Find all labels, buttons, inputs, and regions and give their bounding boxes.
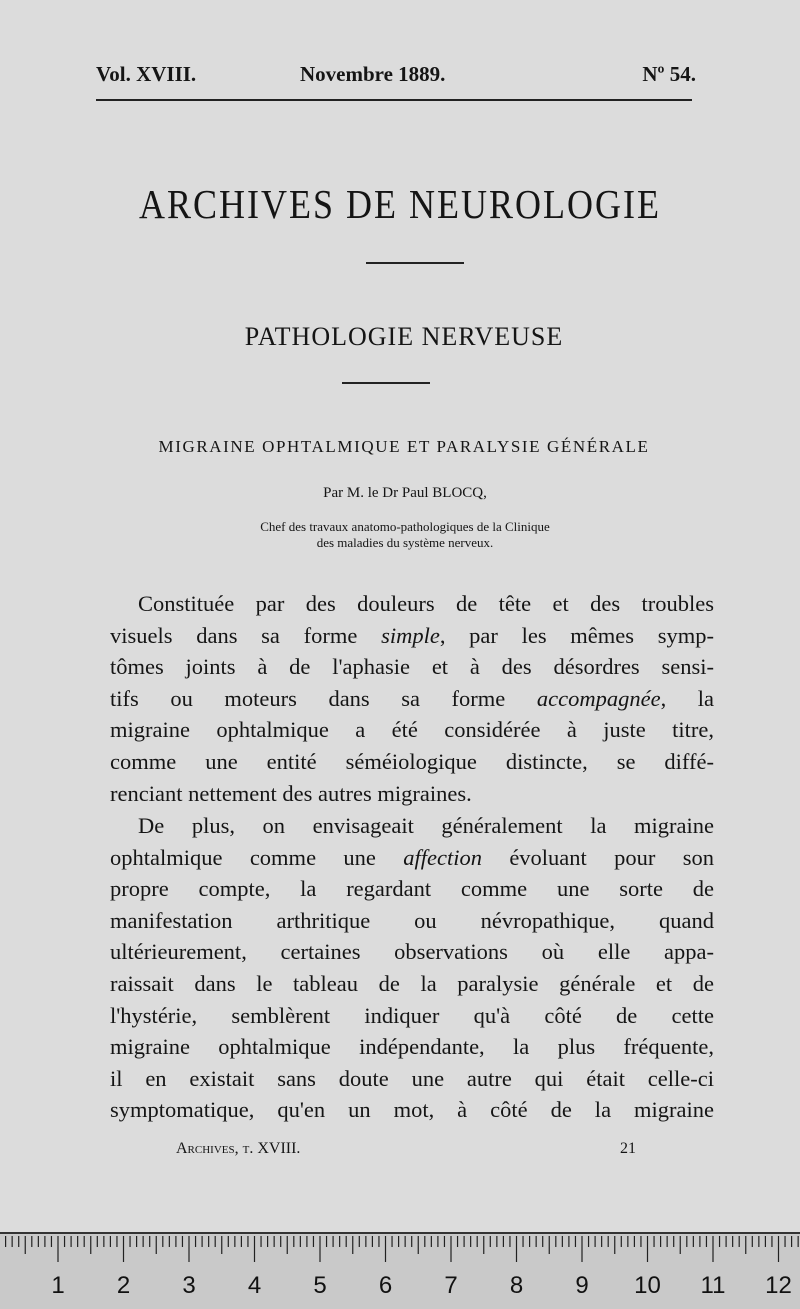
paragraph-2-line: propre compte, la regardant comme une sorte de bbox=[110, 876, 714, 902]
section-divider bbox=[342, 382, 430, 384]
article-title: MIGRAINE OPHTALMIQUE ET PARALYSIE GÉNÉRALE bbox=[158, 437, 650, 456]
paragraph-1 bbox=[110, 588, 714, 809]
header-rule bbox=[96, 99, 692, 101]
header-volume: Vol. XVIII. bbox=[96, 62, 197, 86]
paragraph-1-line: tifs ou moteurs dans sa forme accompagnée, la bbox=[110, 685, 714, 711]
paragraph-2-line: l'hystérie, semblèrent indiquer qu'à côté de cette bbox=[110, 1002, 714, 1028]
ruler-number: 1 bbox=[51, 1272, 65, 1299]
ruler-number: 12 bbox=[765, 1272, 792, 1299]
page-number: 21 bbox=[620, 1140, 636, 1157]
paragraph-2-line: raissait dans le tableau de la paralysie générale et de bbox=[110, 970, 714, 996]
ruler-number: 11 bbox=[700, 1272, 726, 1299]
article-byline: Par M. le Dr Paul BLOCQ, bbox=[323, 485, 487, 501]
ruler-number: 7 bbox=[444, 1272, 458, 1299]
paragraph-2-line: De plus, on envisageait généralement la migraine bbox=[138, 813, 714, 838]
ruler-ticks bbox=[0, 1234, 800, 1274]
ruler-number: 2 bbox=[116, 1272, 131, 1299]
paragraph-2-line: symptomatique, qu'en un mot, à côté de la migraine bbox=[110, 1097, 714, 1123]
author-affiliation-line-1: Chef des travaux anatomo-pathologiques de la Clinique bbox=[260, 519, 550, 534]
measuring-ruler bbox=[0, 1232, 800, 1309]
journal-title: ARCHIVES DE NEUROLOGIE bbox=[139, 181, 661, 228]
paragraph-1-line: Constituée par des douleurs de tête et des troubles bbox=[138, 591, 714, 616]
paragraph-2-line: il en existait sans doute une autre qui était celle-ci bbox=[110, 1065, 714, 1091]
paragraph-2-line: ophtalmique comme une affection évoluant pour son bbox=[110, 844, 714, 870]
footer-signature: Archives, t. XVIII. bbox=[176, 1140, 301, 1157]
paragraph-1-line: tômes joints à de l'aphasie et à des désordres sensi- bbox=[110, 654, 714, 680]
ruler-number: 9 bbox=[575, 1272, 589, 1299]
paragraph-1-line: visuels dans sa forme simple, par les mêmes symp- bbox=[110, 622, 714, 648]
paragraph-1-line: comme une entité séméiologique distincte, se diffé- bbox=[110, 748, 714, 774]
ruler-number: 3 bbox=[182, 1272, 196, 1299]
author-affiliation-line-2: des maladies du système nerveux. bbox=[316, 535, 494, 550]
paragraph-2 bbox=[110, 810, 714, 1126]
header-issue-number: Nº 54. bbox=[642, 62, 696, 86]
title-divider bbox=[366, 262, 464, 264]
paragraph-2-line: ultérieurement, certaines observations où elle appa- bbox=[110, 939, 714, 965]
section-title: PATHOLOGIE NERVEUSE bbox=[244, 322, 564, 351]
paragraph-2-line: manifestation arthritique ou névropathique, quand bbox=[110, 907, 714, 933]
ruler-number: 5 bbox=[313, 1272, 327, 1299]
ruler-number: 10 bbox=[634, 1272, 661, 1299]
paragraph-1-line: renciant nettement des autres migraines. bbox=[110, 780, 472, 806]
page-footer bbox=[176, 1140, 636, 1162]
ruler-number: 8 bbox=[509, 1272, 524, 1299]
paragraph-2-line: migraine ophtalmique indépendante, la plus fréquente, bbox=[110, 1034, 714, 1060]
paragraph-1-line: migraine ophtalmique a été considérée à juste titre, bbox=[110, 717, 714, 743]
ruler-number: 6 bbox=[378, 1272, 393, 1299]
running-header bbox=[96, 62, 696, 92]
header-date: Novembre 1889. bbox=[300, 62, 446, 86]
ruler-number: 4 bbox=[247, 1272, 262, 1299]
